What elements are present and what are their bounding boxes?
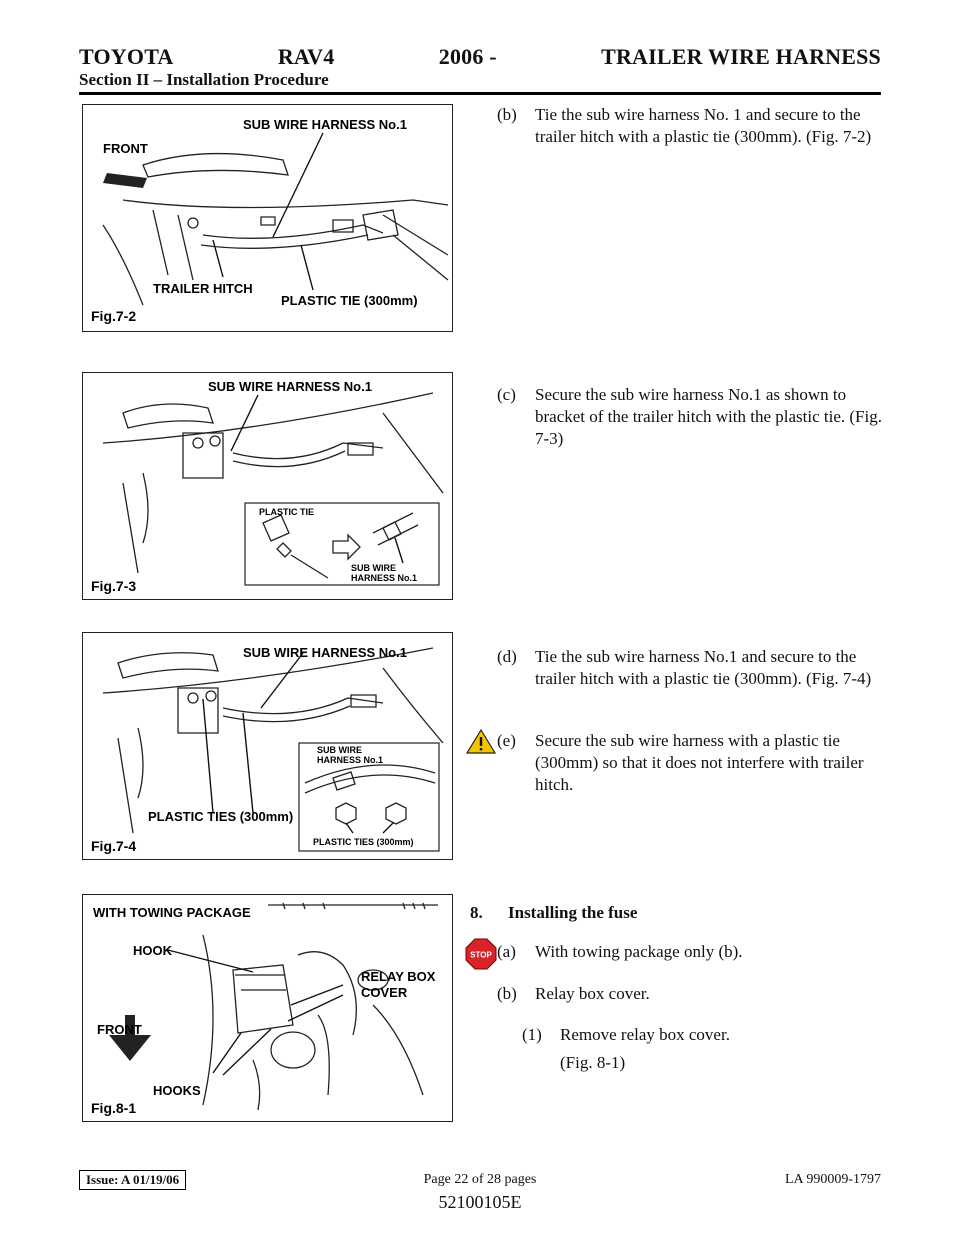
- header-rule: [79, 92, 881, 95]
- step-8-text: Installing the fuse: [508, 903, 638, 922]
- step-b-number: (b): [497, 105, 517, 124]
- figure-7-4-drawing: [83, 633, 452, 859]
- step-d: [497, 646, 897, 690]
- step-b2-number: (b): [497, 984, 517, 1003]
- step-c-number: (c): [497, 385, 516, 404]
- step-r1-number: (1): [522, 1025, 542, 1044]
- figure-7-2: [82, 104, 453, 332]
- section-title: Section II – Installation Procedure: [79, 70, 329, 89]
- step-b: [497, 104, 897, 148]
- f4-hook-label: HOOK: [133, 943, 172, 958]
- figure-7-3-drawing: [83, 373, 452, 599]
- header-title: TRAILER WIRE HARNESS: [601, 44, 881, 69]
- step-r1-text: Remove relay box cover.: [560, 1025, 730, 1044]
- f2-caption: Fig.7-3: [91, 578, 137, 594]
- f1-hitch-label: TRAILER HITCH: [153, 281, 253, 296]
- step-8-number: 8.: [470, 903, 483, 922]
- step-8: [470, 902, 870, 924]
- f4-caption: Fig.8-1: [91, 1100, 137, 1116]
- part-code: 52100105E: [438, 1192, 522, 1212]
- f3-ties-label: PLASTIC TIES (300mm): [148, 809, 294, 824]
- f4-front-label: FRONT: [97, 1022, 142, 1037]
- figure-7-4: [82, 632, 453, 860]
- step-b2: [497, 983, 897, 1005]
- step-r1-figref: (Fig. 8-1): [560, 1053, 626, 1072]
- f3-sub1-label: SUB WIRE: [317, 745, 362, 755]
- step-e: [497, 730, 897, 796]
- f4-relay2-label: COVER: [361, 985, 408, 1000]
- f4-relay1-label: RELAY BOX: [361, 969, 436, 984]
- figure-7-3: [82, 372, 453, 600]
- f4-pkg-label: WITH TOWING PACKAGE: [93, 905, 251, 920]
- page-header: [79, 44, 881, 70]
- header-model: RAV4: [277, 44, 335, 69]
- page-number: Page 22 of 28 pages: [423, 1172, 537, 1187]
- step-d-text: Tie the sub wire harness No.1 and secure to the trailer hitch with a plastic tie (300mm). (Fig. 7-4): [535, 647, 872, 688]
- figure-8-1-drawing: [83, 895, 452, 1121]
- stop-icon-label: STOP: [470, 950, 492, 960]
- step-a2-text: With towing package only (b).: [535, 942, 743, 961]
- issue-box: Issue: A 01/19/06: [79, 1170, 186, 1190]
- f2-tie-label: PLASTIC TIE: [259, 507, 315, 517]
- doc-number: LA 990009-1797: [784, 1172, 881, 1187]
- f2-sub1-label: SUB WIRE: [351, 563, 396, 573]
- f4-hooks-label: HOOKS: [153, 1083, 201, 1098]
- step-a2: [497, 941, 897, 963]
- f1-front-label: FRONT: [103, 141, 148, 156]
- f3-caption: Fig.7-4: [91, 838, 137, 854]
- figure-7-2-drawing: [83, 105, 452, 331]
- header-year: 2006 -: [438, 44, 497, 69]
- f3-sub2-label: HARNESS No.1: [317, 755, 384, 765]
- step-b2-text: Relay box cover.: [535, 984, 650, 1003]
- step-b-text: Tie the sub wire harness No. 1 and secure to the trailer hitch with a plastic tie (300mm). (Fig. 7-2): [535, 105, 872, 146]
- step-c-text: Secure the sub wire harness No.1 as shown to bracket of the trailer hitch with the plastic tie. (Fig. 7-3): [535, 385, 882, 448]
- f1-tie-label: PLASTIC TIE (300mm): [281, 293, 418, 308]
- stop-icon: [465, 938, 497, 970]
- f1-harness-label: SUB WIRE HARNESS No.1: [243, 117, 407, 132]
- step-d-number: (d): [497, 647, 517, 666]
- header-make: TOYOTA: [79, 44, 174, 69]
- f3-harness-label: SUB WIRE HARNESS No.1: [243, 645, 407, 660]
- f1-caption: Fig.7-2: [91, 308, 137, 324]
- step-e-text: Secure the sub wire harness with a plastic tie (300mm) so that it does not interfere with trailer hitch.: [535, 731, 864, 794]
- step-r1: [522, 1024, 892, 1046]
- f2-harness-label: SUB WIRE HARNESS No.1: [208, 379, 372, 394]
- f3-ties-detail-label: PLASTIC TIES (300mm): [313, 837, 414, 847]
- step-c: [497, 384, 897, 450]
- step-a2-number: (a): [497, 942, 516, 961]
- warning-icon: [466, 728, 496, 755]
- figure-8-1: [82, 894, 453, 1122]
- step-e-number: (e): [497, 731, 516, 750]
- f2-sub2-label: HARNESS No.1: [351, 573, 418, 583]
